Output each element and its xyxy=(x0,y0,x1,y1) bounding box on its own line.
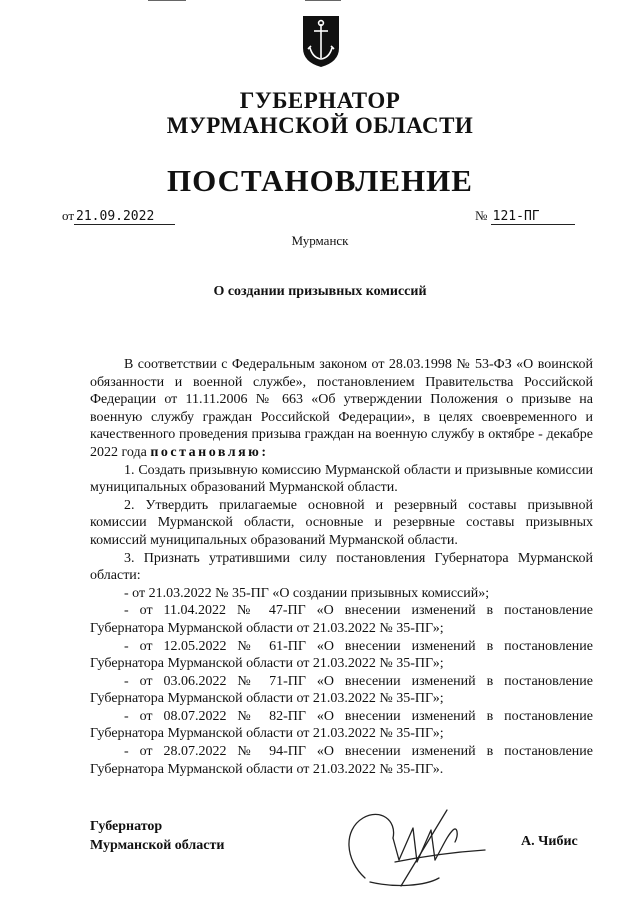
top-edge-mark-right xyxy=(305,0,341,1)
top-edge-mark-left xyxy=(148,0,186,1)
coat-of-arms-icon xyxy=(301,14,341,68)
revoked-item-4: - от 03.06.2022 № 71-ПГ «О внесении изменений в постановление Губернатора Мурманской области от 21.03.2022 № 35-ПГ»; xyxy=(90,673,593,707)
issuer-line-1: ГУБЕРНАТОР xyxy=(239,88,401,113)
document-date xyxy=(62,208,175,225)
date-prefix: от xyxy=(62,208,75,223)
document-subject: О создании призывных комиссий xyxy=(213,284,427,299)
issuer-line-2: МУРМАНСКОЙ ОБЛАСТИ xyxy=(166,113,474,138)
city: Мурманск xyxy=(291,233,349,248)
number-value: 121-ПГ xyxy=(492,209,540,224)
intro-paragraph xyxy=(90,356,593,462)
item-1: 1. Создать призывную комиссию Мурманской области и призывные комиссии муниципальных образований Мурманской области. xyxy=(90,462,593,496)
signer-title-line-1: Губернатор xyxy=(90,819,163,834)
signer-title-line-2: Мурманской области xyxy=(90,838,225,853)
item-3: 3. Признать утратившими силу постановления Губернатора Мурманской области: xyxy=(90,550,593,584)
revoked-item-2: - от 11.04.2022 № 47-ПГ «О внесении изменений в постановление Губернатора Мурманской области от 21.03.2022 № 35-ПГ»; xyxy=(90,603,593,636)
revoked-item-3: - от 12.05.2022 № 61-ПГ «О внесении изменений в постановление Губернатора Мурманской области от 21.03.2022 № 35-ПГ»; xyxy=(90,638,593,672)
date-value: 21.09.2022 xyxy=(76,209,155,224)
revoked-item-5: - от 08.07.2022 № 82-ПГ «О внесении изменений в постановление Губернатора Мурманской области от 21.03.2022 № 35-ПГ»; xyxy=(90,708,593,742)
document-body xyxy=(90,356,593,778)
item-2: 2. Утвердить прилагаемые основной и резервный составы призывной комиссии Мурманской области, основные и резервные составы призывных комиссий муниципальных образований Мурманской области. xyxy=(90,497,593,548)
document-type: ПОСТАНОВЛЕНИЕ xyxy=(167,163,473,198)
resolve-word: постановляю: xyxy=(150,444,269,460)
document-number xyxy=(475,208,575,225)
number-prefix: № xyxy=(475,208,488,223)
revoked-item-1: - от 21.03.2022 № 35-ПГ «О создании призывных комиссий»; xyxy=(124,585,490,601)
signer-title xyxy=(90,817,224,855)
signer-name: А. Чибис xyxy=(521,834,578,849)
revoked-item-6: - от 28.07.2022 № 94-ПГ «О внесении изменений в постановление Губернатора Мурманской области от 21.03.2022 № 35-ПГ». xyxy=(90,744,593,777)
intro-text: В соответствии с Федеральным законом от 28.03.1998 № 53-ФЗ «О воинской обязанности и военной службе», постановлением Правительства Российской Федерации от 11.11.2006 № 663 «Об утверждении Положения о призыве на военную службу граждан Российской Федерации», в целях своевременного и качественного проведения призыва граждан на военную службу в октябре - декабре 2022 года xyxy=(90,357,593,460)
handwritten-signature xyxy=(335,790,505,900)
